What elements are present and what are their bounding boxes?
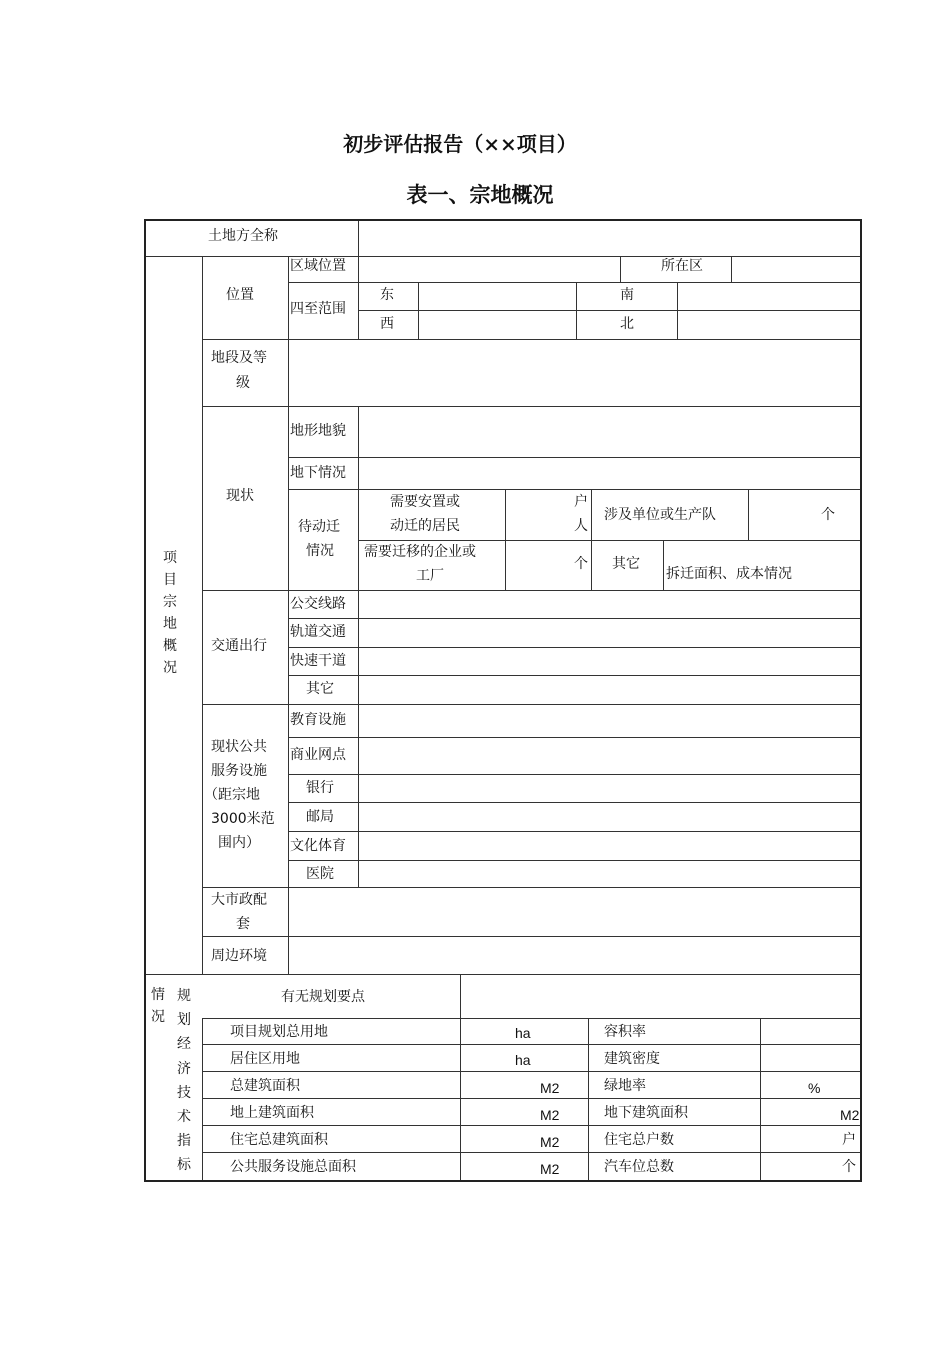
- units-involved-label: 涉及单位或生产队: [604, 507, 716, 523]
- planning-item-label-2: 住宅总户数: [604, 1132, 674, 1148]
- project-overview-label: 项目宗地概况: [163, 550, 177, 676]
- municipal-label-line1: 大市政配: [211, 892, 267, 908]
- land-party-label: 土地方全称: [208, 228, 278, 244]
- environment-label: 周边环境: [211, 948, 267, 964]
- facilities-label-line3: （距宗地: [204, 787, 260, 803]
- municipal-label-line2: 套: [236, 916, 250, 932]
- planning-item-unit: M2: [540, 1080, 560, 1096]
- planning-item-unit: ha: [515, 1025, 531, 1041]
- planning-item-label-2: 建筑密度: [604, 1051, 660, 1067]
- planning-item-unit: M2: [540, 1134, 560, 1150]
- post-office-label: 邮局: [306, 809, 334, 825]
- education-label: 教育设施: [290, 712, 346, 728]
- west-label: 西: [380, 316, 394, 332]
- unit-households: 户: [574, 494, 588, 510]
- relocation-label-line2: 情况: [306, 543, 334, 559]
- planning-item-label: 地上建筑面积: [230, 1105, 314, 1121]
- planning-item-label: 项目规划总用地: [230, 1024, 328, 1040]
- planning-item-label-2: 地下建筑面积: [604, 1105, 688, 1121]
- traffic-other-label: 其它: [306, 681, 334, 697]
- planning-item-label: 居住区用地: [230, 1051, 300, 1067]
- regional-location-label: 区域位置: [290, 258, 346, 274]
- planning-item-unit: M2: [540, 1107, 560, 1123]
- planning-side-right: 规划经济技术指标: [177, 988, 191, 1174]
- planning-item-unit: ha: [515, 1052, 531, 1068]
- relocation-label-line1: 待动迁: [298, 519, 340, 535]
- planning-item-label: 住宅总建筑面积: [230, 1132, 328, 1148]
- rail-transit-label: 轨道交通: [290, 624, 346, 640]
- planning-side-left: 情况: [151, 987, 165, 1025]
- enterprises-label-line2: 工厂: [416, 568, 444, 584]
- traffic-label: 交通出行: [211, 638, 267, 654]
- planning-item-unit-2: 个: [842, 1159, 856, 1175]
- planning-item-unit-2: M2: [840, 1107, 860, 1123]
- planning-item-unit-2: 户: [842, 1132, 856, 1148]
- bus-lines-label: 公交线路: [290, 596, 346, 612]
- commerce-label: 商业网点: [290, 747, 346, 763]
- facilities-label-line2: 服务设施: [211, 763, 267, 779]
- east-label: 东: [380, 287, 394, 303]
- south-label: 南: [620, 287, 634, 303]
- underground-label: 地下情况: [290, 465, 346, 481]
- planning-item-label: 公共服务设施总面积: [230, 1159, 356, 1175]
- planning-item-label-2: 汽车位总数: [604, 1159, 674, 1175]
- planning-item-label: 总建筑面积: [230, 1078, 300, 1094]
- planning-item-unit-2: %: [808, 1080, 821, 1096]
- boundary-label: 四至范围: [290, 301, 346, 317]
- planning-key-points-label: 有无规划要点: [281, 989, 365, 1005]
- relocation-cost-label: 拆迁面积、成本情况: [666, 566, 792, 582]
- enterprises-label-line1: 需要迁移的企业或: [364, 544, 476, 560]
- residents-label-line1: 需要安置或: [390, 494, 460, 510]
- terrain-label: 地形地貌: [290, 423, 346, 439]
- expressway-label: 快速干道: [290, 653, 346, 669]
- culture-sports-label: 文化体育: [290, 838, 346, 854]
- facilities-label-line1: 现状公共: [211, 739, 267, 755]
- facilities-label-line4: 3000米范: [211, 811, 275, 827]
- enterprise-count-unit: 个: [574, 556, 588, 572]
- table-title: 表一、宗地概况: [406, 182, 554, 207]
- grade-label-line1: 地段及等: [211, 350, 267, 366]
- planning-item-label-2: 绿地率: [604, 1078, 646, 1094]
- grade-label-line2: 级: [236, 375, 250, 391]
- location-label: 位置: [226, 287, 254, 303]
- document-title: 初步评估报告（××项目）: [343, 132, 577, 156]
- facilities-label-line5: 围内）: [218, 835, 260, 851]
- district-label: 所在区: [661, 258, 703, 274]
- status-other-label: 其它: [612, 556, 640, 572]
- unit-count: 个: [821, 507, 835, 523]
- north-label: 北: [620, 316, 634, 332]
- unit-persons: 人: [574, 518, 588, 534]
- planning-item-label-2: 容积率: [604, 1024, 646, 1040]
- residents-label-line2: 动迁的居民: [390, 518, 460, 534]
- bank-label: 银行: [306, 780, 334, 796]
- hospital-label: 医院: [306, 866, 334, 882]
- planning-item-unit: M2: [540, 1161, 560, 1177]
- status-label: 现状: [226, 488, 254, 504]
